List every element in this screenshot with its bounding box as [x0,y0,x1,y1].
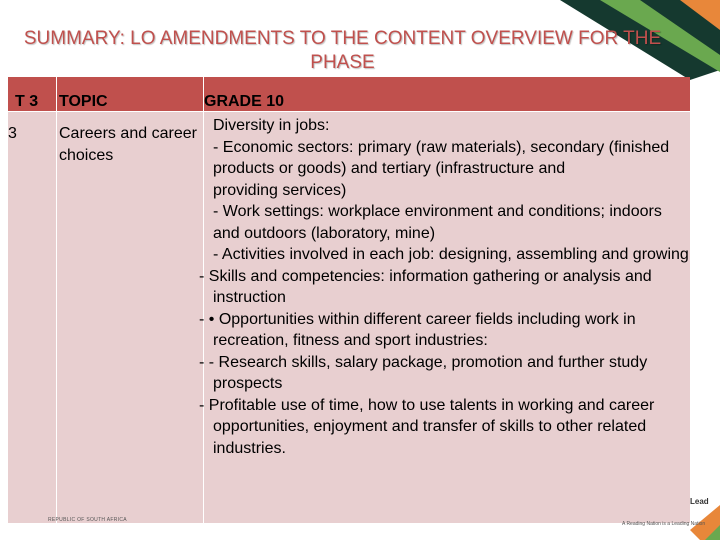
header-topic: TOPIC [59,93,108,110]
term-value: 3 [8,125,17,142]
footer-lead-text: Lead [690,497,709,506]
header-term: T 3 [15,93,39,110]
grade-line: - Skills and competencies: information gathering or analysis and instruction [199,267,652,306]
topic-value: Careers and career choices [59,125,197,164]
grade-content-list [199,115,689,459]
footer-slogan: A Reading Nation is a Leading Nation [622,521,706,527]
grade-line: - Profitable use of time, how to use talents in working and career opportunities, enjoyment and transfer of skills to other related industries. [199,396,655,457]
grade-line: - Activities involved in each job: designing, assembling and growing [213,246,689,263]
body-cell-topic [57,112,203,523]
grade-line: - Economic sectors: primary (raw materials), secondary (finished products or goods) and tertiary (infrastructure and [213,138,670,177]
body-cell-term [8,112,56,523]
grade-line: providing services) [213,181,347,199]
grade-line: - Work settings: workplace environment and conditions; indoors and outdoors (laboratory, mine) [213,203,662,242]
grade-line: - • Opportunities within different career fields including work in recreation, fitness and sport industries: [199,310,636,349]
grade-line: - - Research skills, salary package, promotion and further study prospects [199,353,648,392]
footer-republic-text: REPUBLIC OF SOUTH AFRICA [48,517,127,523]
page-title: SUMMARY: LO AMENDMENTS TO THE CONTENT OVERVIEW FOR THE PHASE [23,27,662,73]
header-grade: GRADE 10 [204,93,285,110]
grade-line: Diversity in jobs: [213,117,330,134]
content-table [8,77,690,523]
